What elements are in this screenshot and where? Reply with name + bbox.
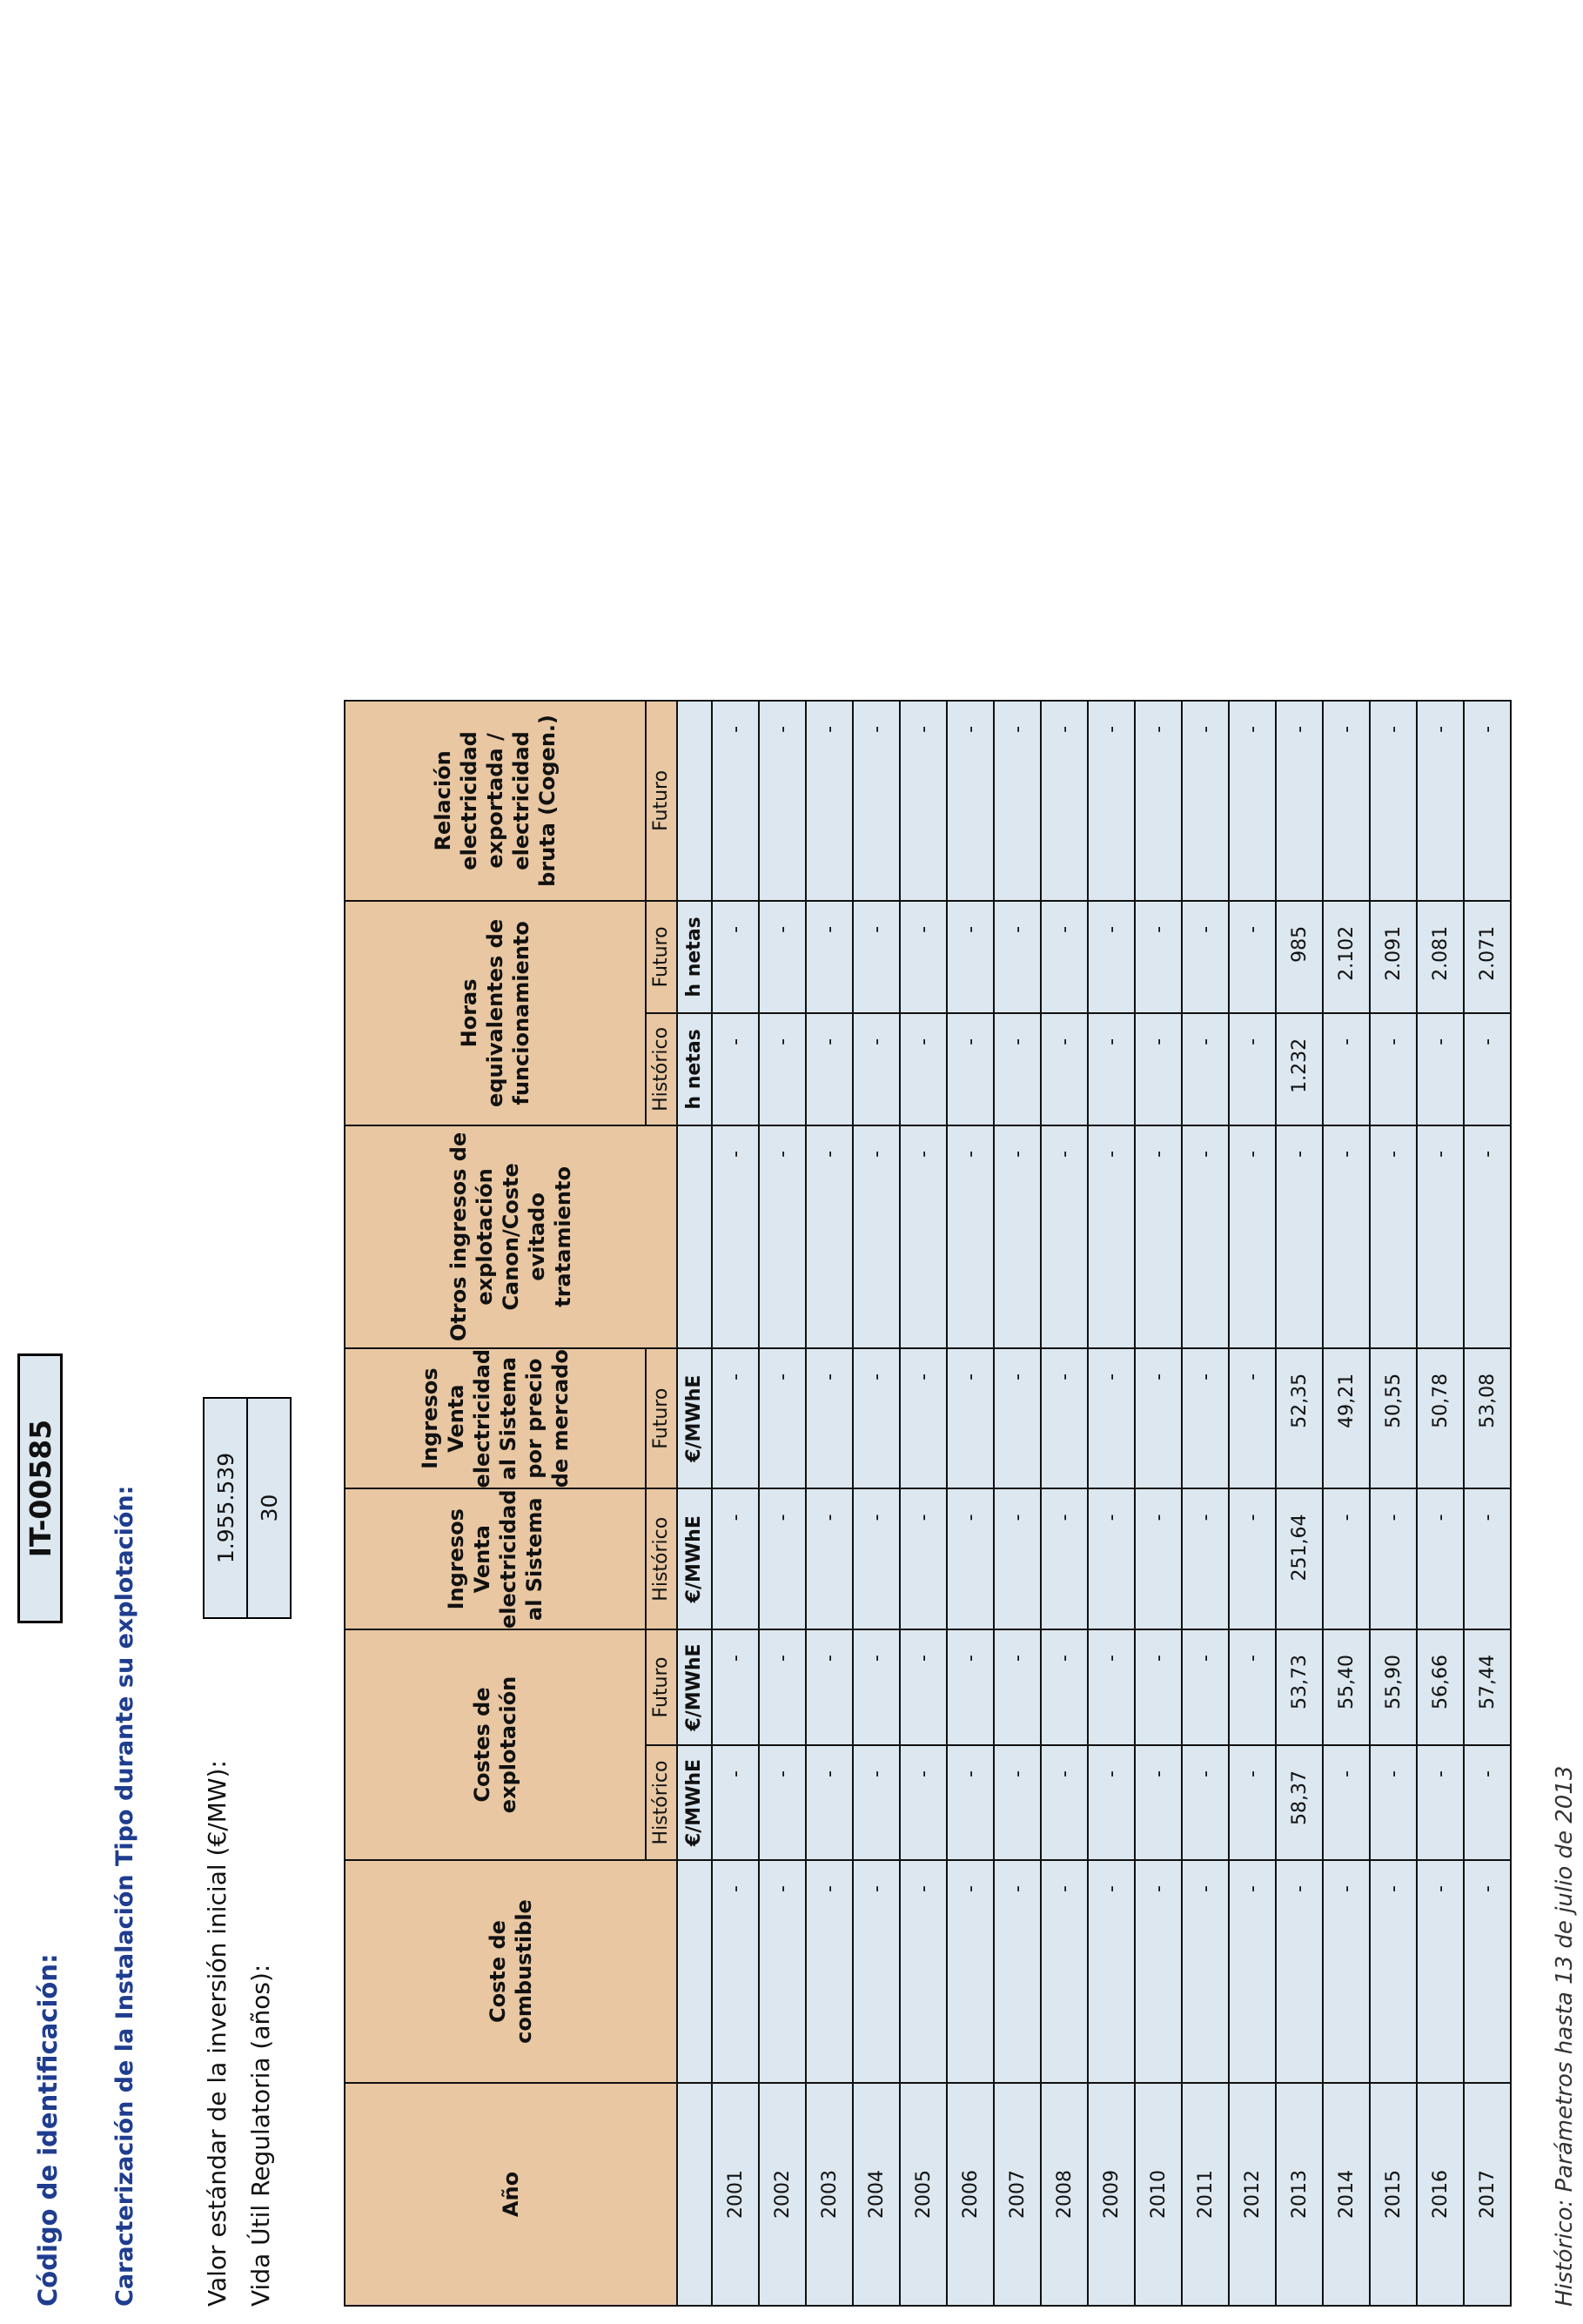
regulatory-life-label: Vida Útil Regulatoria (años): xyxy=(246,1964,275,2307)
value-cell: - xyxy=(1229,701,1276,901)
value-cell: - xyxy=(1088,1745,1135,1860)
value-cell: - xyxy=(1041,1488,1088,1629)
value-cell: - xyxy=(1088,901,1135,1013)
unit-costs-historic: €/MWhE xyxy=(677,1745,712,1860)
table-body xyxy=(712,701,1511,2306)
value-cell: - xyxy=(1417,701,1464,901)
value-cell: - xyxy=(1229,1125,1276,1348)
value-cell: - xyxy=(806,1745,853,1860)
year-cell: 2015 xyxy=(1370,2083,1417,2306)
value-cell: - xyxy=(1041,1348,1088,1489)
value-cell: - xyxy=(1323,1860,1370,2083)
year-cell: 2007 xyxy=(994,2083,1041,2306)
value-cell: 55,90 xyxy=(1370,1629,1417,1745)
value-cell: - xyxy=(1135,701,1182,901)
value-cell: - xyxy=(1135,1348,1182,1489)
value-cell: - xyxy=(900,701,947,901)
header-equivalent-hours: Horas equivalentes de funcionamiento xyxy=(345,901,646,1125)
value-cell: - xyxy=(1135,901,1182,1013)
value-cell: - xyxy=(759,701,806,901)
value-cell: - xyxy=(1229,901,1276,1013)
value-cell: - xyxy=(759,1745,806,1860)
code-value-box: IT-00585 xyxy=(17,1353,63,1623)
value-cell: - xyxy=(759,1125,806,1348)
unit-other xyxy=(677,1125,712,1348)
value-cell: - xyxy=(994,701,1041,901)
footnote: Histórico: Parámetros hasta 13 de julio de 2013 xyxy=(1552,1765,1578,2307)
value-cell: 50,78 xyxy=(1417,1348,1464,1489)
table-row xyxy=(1323,701,1370,2306)
value-cell: - xyxy=(1182,1745,1229,1860)
value-cell: - xyxy=(759,1860,806,2083)
value-cell: - xyxy=(1323,1125,1370,1348)
value-cell: - xyxy=(1417,1125,1464,1348)
unit-year xyxy=(677,2083,712,2306)
value-cell: - xyxy=(947,901,994,1013)
value-cell: - xyxy=(853,1745,900,1860)
value-cell: - xyxy=(1464,701,1511,901)
unit-ratio xyxy=(677,701,712,901)
value-cell: - xyxy=(759,901,806,1013)
year-cell: 2001 xyxy=(712,2083,759,2306)
table-row xyxy=(1182,701,1229,2306)
value-cell: - xyxy=(900,1629,947,1745)
value-cell: - xyxy=(1370,1013,1417,1125)
table-row xyxy=(1464,701,1511,2306)
value-cell: - xyxy=(1135,1629,1182,1745)
year-cell: 2011 xyxy=(1182,2083,1229,2306)
regulatory-life-value: 30 xyxy=(246,1397,292,1619)
year-cell: 2006 xyxy=(947,2083,994,2306)
year-cell: 2003 xyxy=(806,2083,853,2306)
value-cell: - xyxy=(947,1860,994,2083)
value-cell: - xyxy=(947,701,994,901)
value-cell: - xyxy=(759,1348,806,1489)
value-cell: - xyxy=(806,1348,853,1489)
value-cell: - xyxy=(1041,1629,1088,1745)
year-cell: 2005 xyxy=(900,2083,947,2306)
value-cell: - xyxy=(759,1488,806,1629)
value-cell: - xyxy=(1088,1013,1135,1125)
header-sales-market: Ingresos Venta electricidad al Sistema por precio de mercado xyxy=(345,1348,646,1489)
value-cell: - xyxy=(1370,1860,1417,2083)
code-label: Código de identificación: xyxy=(33,1953,63,2307)
value-cell: - xyxy=(806,1860,853,2083)
subheader-costs-future: Futuro xyxy=(646,1629,677,1745)
value-cell: - xyxy=(994,1629,1041,1745)
year-cell: 2009 xyxy=(1088,2083,1135,2306)
value-cell: - xyxy=(712,1745,759,1860)
table-row xyxy=(1370,701,1417,2306)
value-cell: - xyxy=(1182,1013,1229,1125)
value-cell: - xyxy=(1088,701,1135,901)
value-cell: - xyxy=(1229,1745,1276,1860)
value-cell: 57,44 xyxy=(1464,1629,1511,1745)
value-cell: - xyxy=(1370,701,1417,901)
value-cell: - xyxy=(947,1488,994,1629)
year-cell: 2010 xyxy=(1135,2083,1182,2306)
value-cell: 251,64 xyxy=(1276,1488,1323,1629)
unit-hours-future: h netas xyxy=(677,901,712,1013)
value-cell: - xyxy=(1041,901,1088,1013)
year-cell: 2013 xyxy=(1276,2083,1323,2306)
subheader-costs-historic: Histórico xyxy=(646,1745,677,1860)
value-cell: - xyxy=(1417,1013,1464,1125)
value-cell: - xyxy=(900,1745,947,1860)
value-cell: - xyxy=(947,1745,994,1860)
value-cell: - xyxy=(1229,1013,1276,1125)
value-cell: - xyxy=(1182,701,1229,901)
table-row xyxy=(994,701,1041,2306)
value-cell: - xyxy=(712,901,759,1013)
value-cell: 2.081 xyxy=(1417,901,1464,1013)
table-row xyxy=(1088,701,1135,2306)
value-cell: - xyxy=(947,1348,994,1489)
value-cell: - xyxy=(1464,1860,1511,2083)
value-cell: - xyxy=(1229,1488,1276,1629)
value-cell: - xyxy=(1276,1860,1323,2083)
subheader-hours-historic: Histórico xyxy=(646,1013,677,1125)
value-cell: 1.232 xyxy=(1276,1013,1323,1125)
value-cell: - xyxy=(1182,1348,1229,1489)
unit-market-future: €/MWhE xyxy=(677,1348,712,1489)
value-cell: - xyxy=(712,1013,759,1125)
value-cell: - xyxy=(712,1860,759,2083)
header-other-income: Otros ingresos de explotación Canon/Coste evitado tratamiento xyxy=(345,1125,677,1348)
value-cell: - xyxy=(900,1348,947,1489)
subheader-hours-future: Futuro xyxy=(646,901,677,1013)
value-cell: - xyxy=(1417,1860,1464,2083)
value-cell: - xyxy=(900,1125,947,1348)
investment-label: Valor estándar de la inversión inicial (€/MW): xyxy=(203,1760,231,2307)
value-cell: - xyxy=(1276,701,1323,901)
value-cell: - xyxy=(853,1488,900,1629)
value-cell: - xyxy=(994,1348,1041,1489)
header-operating-costs: Costes de explotación xyxy=(345,1629,646,1860)
value-cell: 50,55 xyxy=(1370,1348,1417,1489)
value-cell: - xyxy=(994,1125,1041,1348)
value-cell: - xyxy=(900,901,947,1013)
value-cell: - xyxy=(853,1348,900,1489)
value-cell: - xyxy=(1417,1488,1464,1629)
value-cell: - xyxy=(1041,1013,1088,1125)
table-row xyxy=(806,701,853,2306)
table-row xyxy=(1135,701,1182,2306)
value-cell: - xyxy=(1229,1348,1276,1489)
value-cell: - xyxy=(1088,1488,1135,1629)
header-fuel-cost: Coste de combustible xyxy=(345,1860,677,2083)
section-subtitle: Caracterización de la Instalación Tipo durante su explotación: xyxy=(111,1485,138,2307)
value-cell: 52,35 xyxy=(1276,1348,1323,1489)
value-cell: - xyxy=(1370,1125,1417,1348)
value-cell: - xyxy=(1370,1745,1417,1860)
table-row xyxy=(947,701,994,2306)
value-cell: - xyxy=(1088,1125,1135,1348)
value-cell: - xyxy=(1229,1860,1276,2083)
year-cell: 2016 xyxy=(1417,2083,1464,2306)
value-cell: - xyxy=(712,1488,759,1629)
value-cell: - xyxy=(1182,901,1229,1013)
value-cell: - xyxy=(1323,1488,1370,1629)
value-cell: - xyxy=(1135,1745,1182,1860)
value-cell: 2.091 xyxy=(1370,901,1417,1013)
value-cell: - xyxy=(1041,1745,1088,1860)
year-cell: 2014 xyxy=(1323,2083,1370,2306)
unit-sales-historic: €/MWhE xyxy=(677,1488,712,1629)
header-export-ratio: Relación electricidad exportada / electricidad bruta (Cogen.) xyxy=(345,701,646,901)
value-cell: - xyxy=(1088,1629,1135,1745)
value-cell: - xyxy=(1464,1125,1511,1348)
value-cell: - xyxy=(712,1125,759,1348)
header-year: Año xyxy=(345,2083,677,2306)
value-cell: - xyxy=(947,1013,994,1125)
value-cell: - xyxy=(1464,1745,1511,1860)
value-cell: - xyxy=(1135,1013,1182,1125)
value-cell: - xyxy=(806,1488,853,1629)
value-cell: - xyxy=(1135,1125,1182,1348)
year-cell: 2012 xyxy=(1229,2083,1276,2306)
year-cell: 2017 xyxy=(1464,2083,1511,2306)
table-row xyxy=(712,701,759,2306)
value-cell: - xyxy=(900,1488,947,1629)
value-cell: 53,08 xyxy=(1464,1348,1511,1489)
value-cell: - xyxy=(853,1860,900,2083)
value-cell: - xyxy=(1276,1125,1323,1348)
parameters-table xyxy=(344,700,1512,2307)
subheader-ratio-future: Futuro xyxy=(646,701,677,901)
value-cell: - xyxy=(806,701,853,901)
value-cell: - xyxy=(759,1629,806,1745)
value-cell: - xyxy=(1135,1860,1182,2083)
value-cell: 49,21 xyxy=(1323,1348,1370,1489)
value-cell: 56,66 xyxy=(1417,1629,1464,1745)
subheader-market-future: Futuro xyxy=(646,1348,677,1489)
value-cell: - xyxy=(806,901,853,1013)
value-cell: - xyxy=(806,1629,853,1745)
table-row xyxy=(1041,701,1088,2306)
value-cell: - xyxy=(1229,1629,1276,1745)
unit-costs-future: €/MWhE xyxy=(677,1629,712,1745)
table-row xyxy=(853,701,900,2306)
value-cell: 58,37 xyxy=(1276,1745,1323,1860)
value-cell: - xyxy=(1135,1488,1182,1629)
value-cell: - xyxy=(947,1125,994,1348)
value-cell: - xyxy=(806,1125,853,1348)
investment-value: 1.955.539 xyxy=(203,1397,248,1619)
value-cell: - xyxy=(1464,1488,1511,1629)
value-cell: - xyxy=(1041,1860,1088,2083)
value-cell: - xyxy=(900,1013,947,1125)
value-cell: 985 xyxy=(1276,901,1323,1013)
value-cell: 55,40 xyxy=(1323,1629,1370,1745)
value-cell: - xyxy=(759,1013,806,1125)
value-cell: 2.071 xyxy=(1464,901,1511,1013)
value-cell: - xyxy=(994,1488,1041,1629)
value-cell: - xyxy=(853,1629,900,1745)
value-cell: - xyxy=(994,1013,1041,1125)
unit-hours-historic: h netas xyxy=(677,1013,712,1125)
table-row xyxy=(900,701,947,2306)
value-cell: - xyxy=(1182,1860,1229,2083)
table-row xyxy=(1276,701,1323,2306)
value-cell: - xyxy=(994,1860,1041,2083)
value-cell: - xyxy=(1182,1629,1229,1745)
value-cell: 2.102 xyxy=(1323,901,1370,1013)
value-cell: - xyxy=(994,901,1041,1013)
value-cell: - xyxy=(947,1629,994,1745)
value-cell: - xyxy=(1370,1488,1417,1629)
value-cell: - xyxy=(1323,1745,1370,1860)
value-cell: - xyxy=(853,1013,900,1125)
value-cell: - xyxy=(853,701,900,901)
value-cell: - xyxy=(1417,1745,1464,1860)
value-cell: - xyxy=(1323,1013,1370,1125)
value-cell: - xyxy=(1323,701,1370,901)
value-cell: - xyxy=(994,1745,1041,1860)
value-cell: - xyxy=(1041,701,1088,901)
value-cell: - xyxy=(712,1348,759,1489)
value-cell: - xyxy=(1182,1488,1229,1629)
unit-fuel xyxy=(677,1860,712,2083)
value-cell: - xyxy=(900,1860,947,2083)
value-cell: - xyxy=(1088,1348,1135,1489)
value-cell: - xyxy=(1464,1013,1511,1125)
year-cell: 2004 xyxy=(853,2083,900,2306)
subheader-sales-historic: Histórico xyxy=(646,1488,677,1629)
year-cell: 2008 xyxy=(1041,2083,1088,2306)
table-row xyxy=(1417,701,1464,2306)
value-cell: - xyxy=(853,901,900,1013)
value-cell: - xyxy=(1182,1125,1229,1348)
value-cell: - xyxy=(853,1125,900,1348)
value-cell: - xyxy=(712,1629,759,1745)
value-cell: - xyxy=(712,701,759,901)
table-row xyxy=(1229,701,1276,2306)
year-cell: 2002 xyxy=(759,2083,806,2306)
header-sales-historic: Ingresos Venta electricidad al Sistema xyxy=(345,1488,646,1629)
table-row xyxy=(759,701,806,2306)
value-cell: - xyxy=(1088,1860,1135,2083)
value-cell: 53,73 xyxy=(1276,1629,1323,1745)
value-cell: - xyxy=(1041,1125,1088,1348)
value-cell: - xyxy=(806,1013,853,1125)
